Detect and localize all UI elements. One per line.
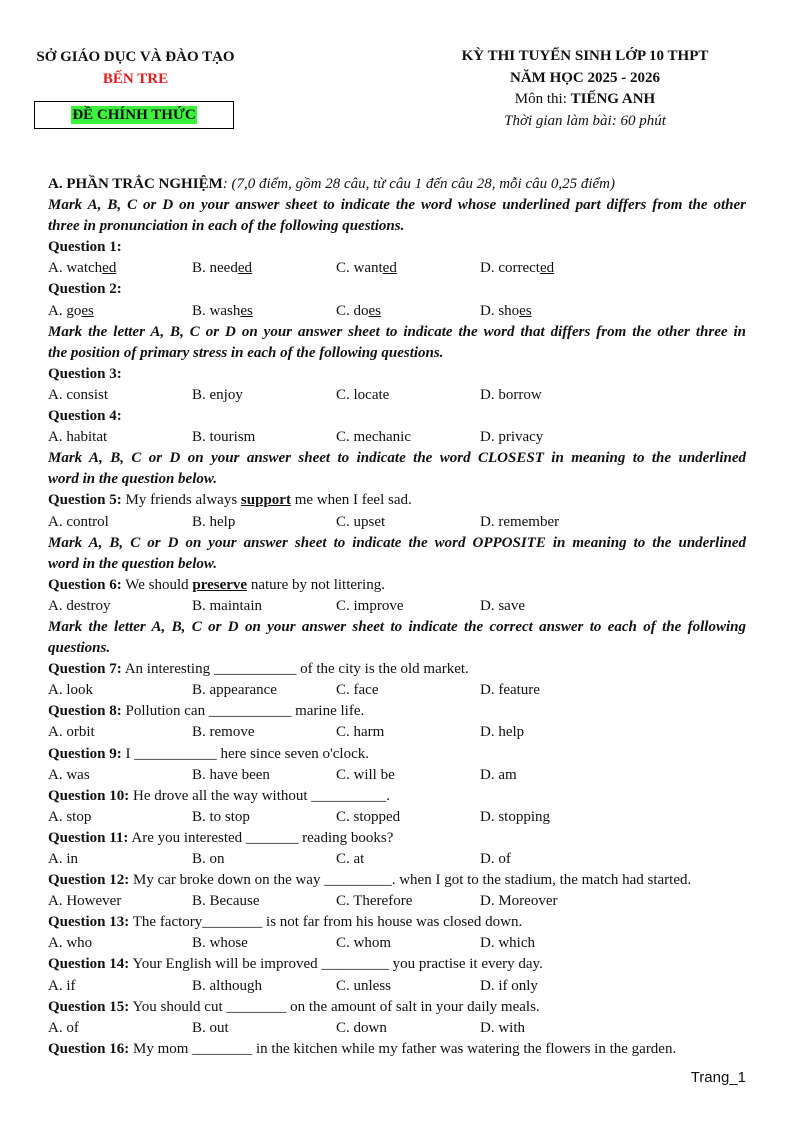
question-15: Question 15: You should cut ________ on the amount of salt in your daily meals. xyxy=(48,998,540,1015)
option-b: B. whose xyxy=(192,935,248,952)
section-a-title: A. PHẦN TRẮC NGHIỆM: (7,0 điểm, gồm 28 câu, từ câu 1 đến câu 28, mỗi câu 0,25 điểm) xyxy=(48,176,616,192)
option-a: A. watched xyxy=(48,260,117,277)
question-12-options xyxy=(48,891,746,912)
header-right xyxy=(430,46,740,132)
question-6: Question 6: We should preserve nature by not littering. xyxy=(48,576,385,593)
option-b: B. have been xyxy=(192,766,270,783)
option-d: D. am xyxy=(480,766,517,783)
option-d: D. save xyxy=(480,597,525,614)
exam-content xyxy=(48,174,746,1060)
question-13-options xyxy=(48,933,746,954)
option-a: A. of xyxy=(48,1019,79,1036)
question-3-label: Question 3: xyxy=(48,365,122,382)
question-2-options xyxy=(48,301,746,322)
option-d: D. of xyxy=(480,851,511,867)
question-6-options xyxy=(48,596,746,617)
option-c: C. will be xyxy=(336,766,395,783)
option-a: A. destroy xyxy=(48,597,111,614)
option-a: A. was xyxy=(48,766,90,783)
exam-time: Thời gian làm bài: 60 phút xyxy=(504,112,666,129)
province-name: BẾN TRE xyxy=(102,71,169,87)
option-d: D. help xyxy=(480,724,525,741)
option-c: C. down xyxy=(336,1019,387,1036)
option-c: C. unless xyxy=(336,977,392,994)
instruction-stress: Mark the letter A, B, C or D on your answer sheet to indicate the word that differs from the other three in xyxy=(48,323,746,340)
question-14-options xyxy=(48,976,746,997)
option-a: A. However xyxy=(48,893,122,910)
option-d: D. corrected xyxy=(480,260,555,277)
option-d: D. borrow xyxy=(480,386,542,403)
option-a: A. who xyxy=(48,935,93,952)
question-16: Question 16: My mom ________ in the kitchen while my father was watering the flowers in the garden. xyxy=(48,1040,677,1057)
question-8: Question 8: Pollution can ___________ marine life. xyxy=(48,703,365,720)
option-b: B. appearance xyxy=(192,682,277,699)
exam-title: KỲ THI TUYỂN SINH LỚP 10 THPT xyxy=(461,48,709,64)
subject-name: TIẾNG ANH xyxy=(570,91,656,107)
question-7: Question 7: An interesting ___________ of the city is the old market. xyxy=(48,661,469,678)
header-left xyxy=(28,46,243,90)
option-c: C. wanted xyxy=(336,260,397,277)
question-10-options xyxy=(48,807,746,828)
option-d: D. Moreover xyxy=(480,893,558,910)
school-year: NĂM HỌC 2025 - 2026 xyxy=(510,69,660,86)
option-c: C. does xyxy=(336,302,382,319)
option-c: C. stopped xyxy=(336,808,401,825)
option-a: A. orbit xyxy=(48,724,95,741)
instruction-opposite: Mark A, B, C or D on your answer sheet to indicate the word OPPOSITE in meaning to the underlined xyxy=(48,534,746,551)
option-a: A. in xyxy=(48,851,78,867)
option-b: B. on xyxy=(192,851,225,867)
question-4-options xyxy=(48,427,746,448)
option-d: D. stopping xyxy=(480,808,551,825)
question-8-options xyxy=(48,722,746,743)
option-c: C. mechanic xyxy=(336,429,411,446)
option-c: C. Therefore xyxy=(336,893,413,910)
option-a: A. consist xyxy=(48,386,108,403)
option-b: B. to stop xyxy=(192,808,250,825)
instruction-closest-cont: word in the question below. xyxy=(48,471,218,488)
option-b: B. maintain xyxy=(192,597,262,614)
option-d: D. with xyxy=(480,1019,525,1036)
question-11: Question 11: Are you interested _______ reading books? xyxy=(48,829,394,846)
page-number: Trang_1 xyxy=(690,1069,746,1086)
option-b: B. enjoy xyxy=(192,386,243,403)
option-a: A. stop xyxy=(48,808,92,825)
instruction-correct: Mark the letter A, B, C or D on your answer sheet to indicate the correct answer to each of the following xyxy=(48,618,746,635)
option-b: B. tourism xyxy=(192,429,256,446)
instruction-closest: Mark A, B, C or D on your answer sheet to indicate the word CLOSEST in meaning to the underlined xyxy=(48,450,746,467)
instruction-correct-cont: questions. xyxy=(48,640,111,657)
question-5-options xyxy=(48,512,746,533)
option-b: B. Because xyxy=(192,893,260,910)
option-a: A. habitat xyxy=(48,429,108,446)
option-c: C. whom xyxy=(336,935,392,952)
question-10: Question 10: He drove all the way without __________. xyxy=(48,787,391,804)
question-12: Question 12: My car broke down on the way _________. when I got to the stadium, the match had started. xyxy=(48,872,692,889)
question-15-options xyxy=(48,1018,746,1039)
question-1-options xyxy=(48,258,746,279)
option-b: B. out xyxy=(192,1019,229,1036)
option-d: D. which xyxy=(480,935,535,952)
question-2-label: Question 2: xyxy=(48,281,122,298)
option-d: D. privacy xyxy=(480,429,544,446)
question-14: Question 14: Your English will be improved _________ you practise it every day. xyxy=(48,956,543,973)
option-c: C. at xyxy=(336,851,365,867)
instruction-pronunciation-cont: three in pronunciation in each of the following questions. xyxy=(48,218,405,235)
option-d: D. if only xyxy=(480,977,538,994)
subject-line xyxy=(430,89,740,111)
question-3-options xyxy=(48,385,746,406)
option-c: C. locate xyxy=(336,386,390,403)
option-d: D. feature xyxy=(480,682,540,699)
option-c: C. improve xyxy=(336,597,404,614)
option-a: A. look xyxy=(48,682,93,699)
option-a: A. goes xyxy=(48,302,94,319)
option-a: A. if xyxy=(48,977,76,994)
option-b: B. remove xyxy=(192,724,255,741)
option-c: C. face xyxy=(336,682,379,699)
option-d: D. shoes xyxy=(480,302,532,319)
question-7-options xyxy=(48,680,746,701)
option-c: C. upset xyxy=(336,513,386,530)
instruction-pronunciation: Mark A, B, C or D on your answer sheet to indicate the word whose underlined part differs from the other xyxy=(48,197,746,214)
option-a: A. control xyxy=(48,513,109,530)
department-name: SỞ GIÁO DỤC VÀ ĐÀO TẠO xyxy=(36,49,235,65)
option-b: B. although xyxy=(192,977,262,994)
option-b: B. help xyxy=(192,513,236,530)
option-b: B. needed xyxy=(192,260,252,277)
instruction-opposite-cont: word in the question below. xyxy=(48,555,218,572)
question-9-options xyxy=(48,765,746,786)
subject-label: Môn thi: xyxy=(514,91,571,107)
question-11-options xyxy=(48,849,746,870)
option-c: C. harm xyxy=(336,724,385,741)
official-stamp-box xyxy=(34,101,234,129)
option-b: B. washes xyxy=(192,302,253,319)
official-label: ĐỀ CHÍNH THỨC xyxy=(72,107,196,123)
question-1-label: Question 1: xyxy=(48,239,122,256)
question-5: Question 5: My friends always support me when I feel sad. xyxy=(48,492,412,509)
instruction-stress-cont: the position of primary stress in each of the following questions. xyxy=(48,344,444,361)
question-13: Question 13: The factory________ is not far from his house was closed down. xyxy=(48,914,523,931)
option-d: D. remember xyxy=(480,513,560,530)
question-9: Question 9: I ___________ here since seven o'clock. xyxy=(48,745,369,762)
question-4-label: Question 4: xyxy=(48,408,122,425)
